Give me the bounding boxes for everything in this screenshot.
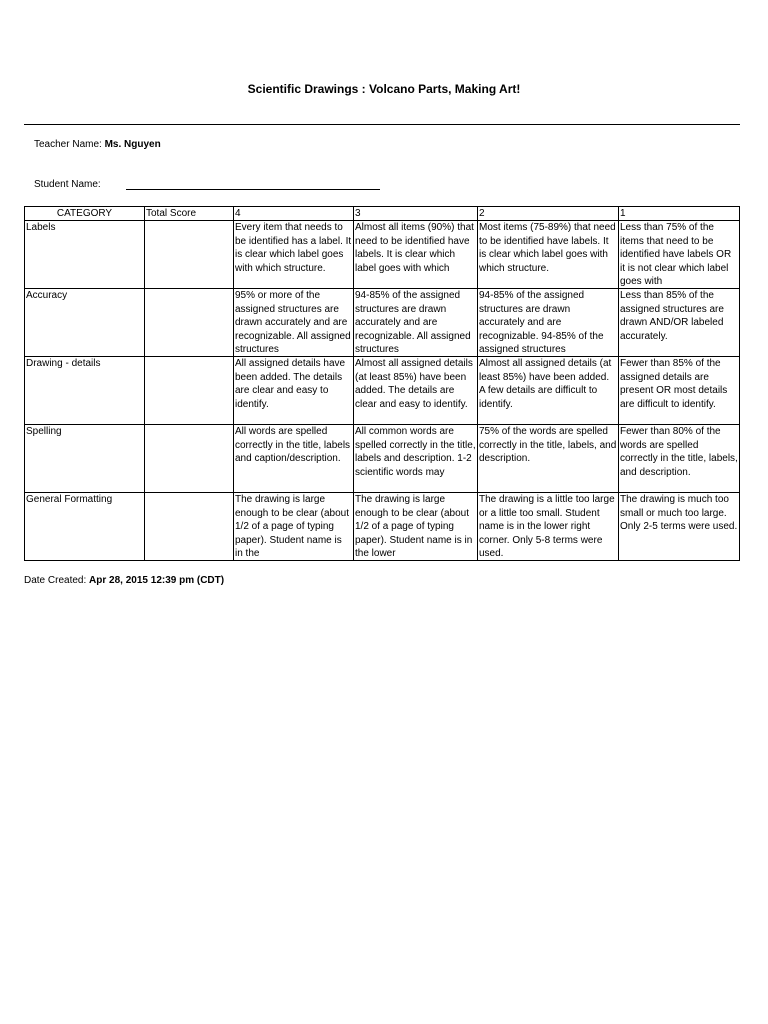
date-created-value: Apr 28, 2015 12:39 pm (CDT)	[89, 575, 225, 586]
score-2-cell: Most items (75-89%) that need to be identified have labels. It is clear which label goes with which structure.	[478, 221, 619, 289]
total-score-cell	[145, 357, 234, 425]
score-1-cell: Less than 85% of the assigned structures are drawn AND/OR labeled accurately.	[619, 289, 740, 357]
title-divider	[24, 124, 740, 125]
score-3-cell: 94-85% of the assigned structures are drawn accurately and are recognizable. All assigned structures	[354, 289, 478, 357]
score-1-cell: Fewer than 85% of the assigned details are present OR most details are difficult to identify.	[619, 357, 740, 425]
score-2-cell: Almost all assigned details (at least 85%) have been added. A few details are difficult to identify.	[478, 357, 619, 425]
score-1-cell: Fewer than 80% of the words are spelled correctly in the title, labels, and description.	[619, 425, 740, 493]
table-row	[25, 493, 740, 561]
total-score-cell	[145, 289, 234, 357]
score-2-cell: The drawing is a little too large or a little too small. Student name is in the lower right corner. Only 5-8 terms were used.	[478, 493, 619, 561]
category-cell: Spelling	[25, 425, 145, 493]
header-total-score: Total Score	[145, 207, 234, 221]
teacher-name-value: Ms. Nguyen	[104, 139, 161, 150]
rubric-table	[24, 206, 740, 561]
page-title: Scientific Drawings : Volcano Parts, Making Art!	[247, 82, 521, 96]
score-4-cell: All assigned details have been added. The details are clear and easy to identify.	[234, 357, 354, 425]
score-2-cell: 94-85% of the assigned structures are drawn accurately and are recognizable. 94-85% of the assigned structures	[478, 289, 619, 357]
header-score-1: 1	[619, 207, 740, 221]
table-row	[25, 357, 740, 425]
category-cell: Drawing - details	[25, 357, 145, 425]
table-row	[25, 289, 740, 357]
student-name-label: Student Name:	[34, 179, 101, 190]
teacher-name-field	[34, 139, 161, 150]
total-score-cell	[145, 221, 234, 289]
student-name-blank-line[interactable]	[126, 189, 380, 190]
total-score-cell	[145, 425, 234, 493]
date-created	[24, 575, 224, 586]
table-row	[25, 425, 740, 493]
date-created-label: Date Created:	[24, 575, 87, 586]
score-3-cell: The drawing is large enough to be clear (about 1/2 of a page of typing paper). Student name is in the lower	[354, 493, 478, 561]
header-category: CATEGORY	[25, 207, 145, 221]
category-cell: Labels	[25, 221, 145, 289]
score-4-cell: The drawing is large enough to be clear (about 1/2 of a page of typing paper). Student name is in the	[234, 493, 354, 561]
category-cell: General Formatting	[25, 493, 145, 561]
rubric-header-row	[25, 207, 740, 221]
score-4-cell: Every item that needs to be identified has a label. It is clear which label goes with which structure.	[234, 221, 354, 289]
score-1-cell: The drawing is much too small or much too large. Only 2-5 terms were used.	[619, 493, 740, 561]
score-4-cell: 95% or more of the assigned structures are drawn accurately and are recognizable. All assigned structures	[234, 289, 354, 357]
teacher-name-label: Teacher Name:	[34, 139, 102, 150]
score-3-cell: Almost all assigned details (at least 85%) have been added. The details are clear and easy to identify.	[354, 357, 478, 425]
score-2-cell: 75% of the words are spelled correctly in the title, labels, and description.	[478, 425, 619, 493]
total-score-cell	[145, 493, 234, 561]
header-score-3: 3	[354, 207, 478, 221]
score-1-cell: Less than 75% of the items that need to be identified have labels OR it is not clear which label goes with	[619, 221, 740, 289]
score-4-cell: All words are spelled correctly in the title, labels and caption/description.	[234, 425, 354, 493]
score-3-cell: Almost all items (90%) that need to be identified have labels. It is clear which label goes with which	[354, 221, 478, 289]
category-cell: Accuracy	[25, 289, 145, 357]
table-row	[25, 221, 740, 289]
header-score-4: 4	[234, 207, 354, 221]
score-3-cell: All common words are spelled correctly in the title, labels and description. 1-2 scientific words may	[354, 425, 478, 493]
header-score-2: 2	[478, 207, 619, 221]
